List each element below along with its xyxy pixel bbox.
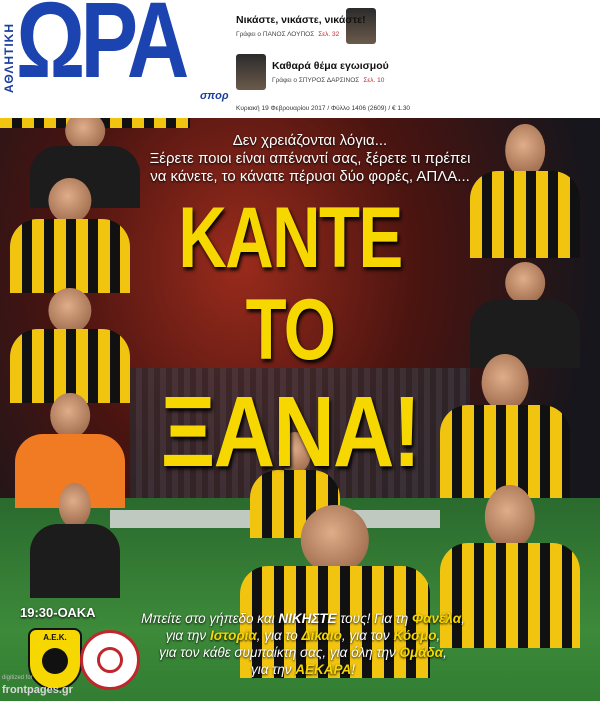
hero-photo-collage — [0, 118, 600, 701]
closing-text: Μπείτε στο γήπεδο και ΝΙΚΗΣΤΕ τους! Για τη Φανέλα, για την Ιστορία, για το Δίκαιο, για τον Κόσμο, για τον κάθε συμπαίκτη σας, για όλη την Ομάδα, για την ΑΕΚΑΡΑ! — [141, 611, 465, 677]
columnist-photo — [236, 54, 266, 90]
main-headline-line-1: ΚΑΝΤΕ ΤΟ — [178, 190, 402, 378]
teaser-1 — [236, 8, 376, 48]
logo-subtitle: σπορ — [200, 90, 229, 102]
teaser-headline: Νικάστε, νικάστε, νικάστε! — [236, 14, 366, 26]
masthead — [0, 0, 600, 118]
main-headline-line-2: ΞΑΝΑ! — [160, 376, 420, 488]
teaser-byline: Γράφει ο ΣΠΥΡΟΣ ΔΑΡΣΙΝΟΣ Σελ. 10 — [272, 77, 385, 84]
teaser-byline: Γράφει ο ΠΑΝΟΣ ΛΟΥΠΟΣ Σελ. 32 — [236, 31, 340, 38]
newspaper-logo: ΩΡΑ — [16, 0, 185, 100]
kickoff-time: 19:30-ΟΑΚΑ — [20, 605, 96, 620]
teaser-page-ref: Σελ. 10 — [363, 77, 385, 84]
teaser-page-ref: Σελ. 32 — [318, 31, 340, 38]
player-photo — [30, 478, 120, 598]
main-headline — [110, 190, 470, 488]
teaser-2 — [236, 54, 389, 94]
watermark: digitized for frontpages.gr — [2, 675, 73, 696]
aek-crest-icon: Α.Ε.Κ. — [28, 628, 82, 690]
dateline: Κυριακή 19 Φεβρουαρίου 2017 / Φύλλο 1406 (2609) / € 1.30 — [236, 105, 411, 112]
lead-in-text: Δεν χρειάζονται λόγια... Ξέρετε ποιοι είναι απέναντί σας, ξέρετε τι πρέπει να κάνετε, το κάνατε πέρυσι δύο φορές, ΑΠΛΑ... — [149, 132, 471, 185]
teaser-headline: Καθαρά θέμα εγωισμού — [272, 60, 389, 72]
masthead-vertical-label: ΑΘΛΗΤΙΚΗ — [2, 22, 16, 94]
